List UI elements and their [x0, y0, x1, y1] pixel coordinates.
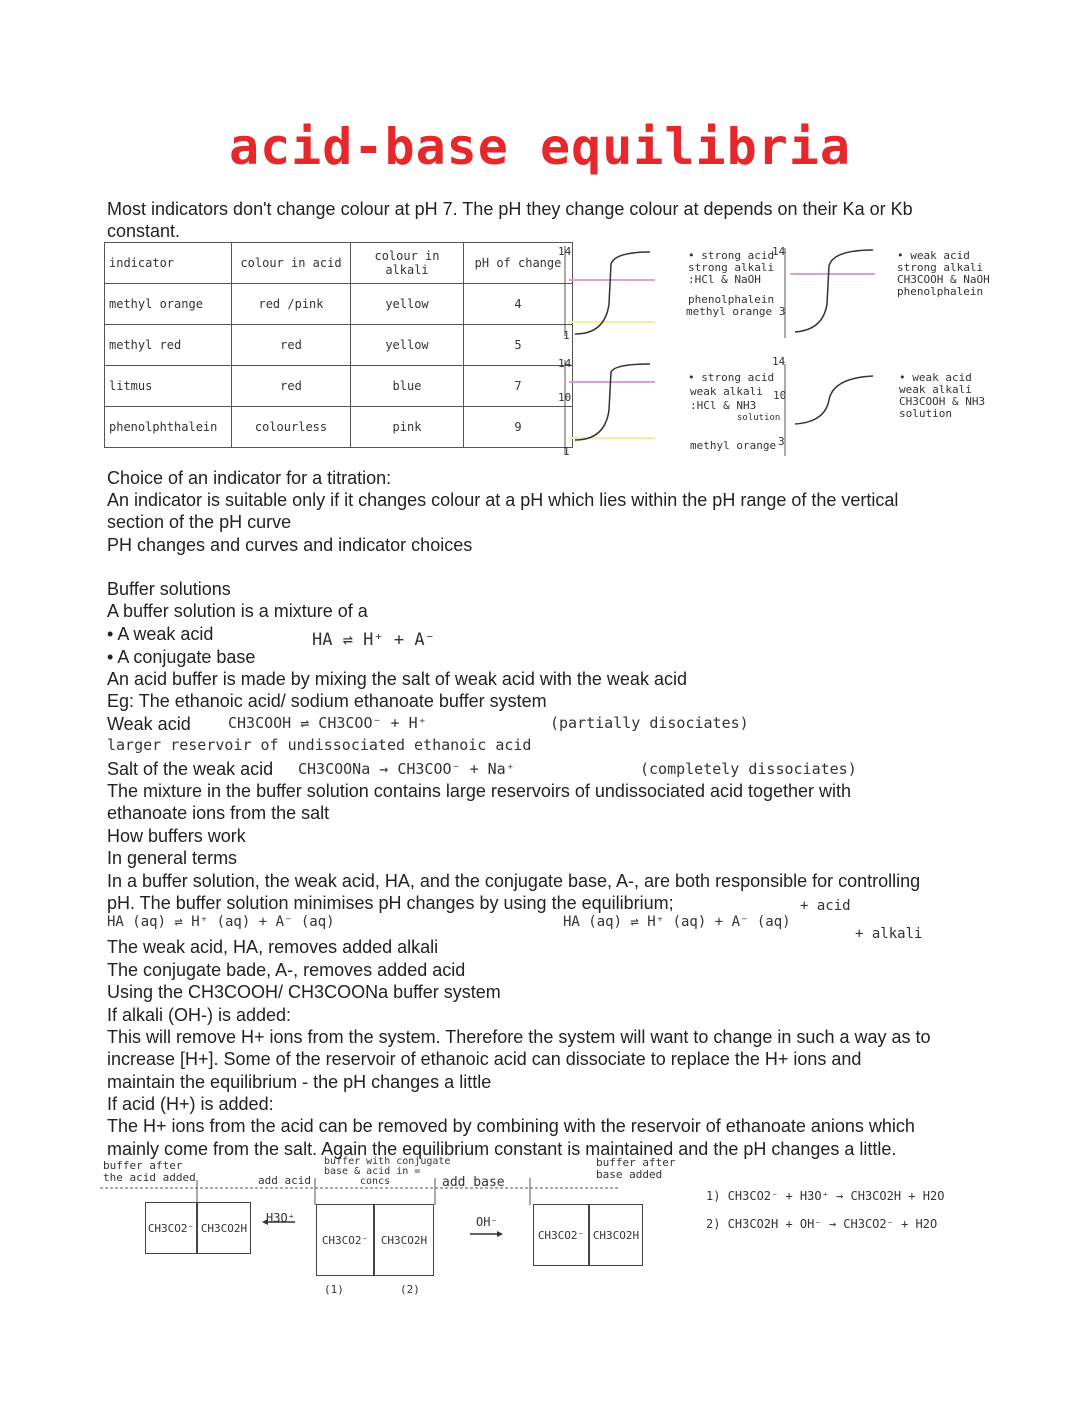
buffer-line: The H+ ions from the acid can be removed by combining with the reservoir of ethanoate anions which [107, 1116, 915, 1136]
equilibrium-equation: HA ⇌ H⁺ + A⁻ [312, 630, 435, 650]
acid-box: CH3CO2H [374, 1204, 434, 1276]
buffer-line: How buffers work [107, 826, 246, 846]
diagram-label: buffer after [596, 1156, 676, 1169]
salt-equation: CH3COONa → CH3COO⁻ + Na⁺ [298, 760, 515, 778]
table-header-cell: pH of change [464, 243, 573, 284]
diagram-label: buffer with conjugate [324, 1156, 451, 1167]
curve4-note: solution [899, 407, 952, 420]
table-header-cell: indicator [105, 243, 232, 284]
curve4-note: • weak acid [899, 371, 972, 384]
hydroxide-label: OH⁻ [476, 1215, 498, 1229]
buffer-heading: Buffer solutions [107, 579, 231, 599]
table-cell: yellow [351, 284, 464, 325]
curve3-mid-label: 10 [558, 391, 572, 404]
diagram-mark: (2) [400, 1283, 420, 1296]
ion-box: CH3CO2⁻ [316, 1204, 374, 1276]
buffer-line: The weak acid, HA, removes added alkali [107, 937, 439, 957]
curve1-top-label: 14 [558, 245, 572, 258]
ion-box: CH3CO2⁻ [533, 1204, 589, 1266]
indicator-table [104, 242, 573, 448]
diagram-label: the acid added [103, 1171, 196, 1184]
table-header-cell: colour in acid [232, 243, 351, 284]
curve2-note: • weak acid [897, 249, 970, 262]
table-cell: litmus [105, 366, 232, 407]
buffer-line: This will remove H+ ions from the system. Therefore the system will want to change in such a way as to [107, 1027, 931, 1047]
table-cell: 9 [464, 407, 573, 448]
curve1-note: • strong acid [688, 249, 775, 262]
table-cell: red [232, 366, 351, 407]
curve3-bottom-label: 1 [563, 445, 570, 458]
buffer-bullet: • A conjugate base [107, 647, 256, 667]
buffer-line: If acid (H+) is added: [107, 1094, 274, 1114]
curve3-note: weak alkali [690, 385, 763, 398]
weak-acid-equation: CH3COOH ⇌ CH3COO⁻ + H⁺ [228, 714, 427, 732]
buffer-line: The conjugate bade, A-, removes added acid [107, 960, 466, 980]
intro-line-1: Most indicators don't change colour at pH 7. The pH they change colour at depends on their Ka or Kb [107, 199, 913, 219]
table-cell: methyl orange [105, 284, 232, 325]
table-row [105, 284, 573, 325]
plus-alkali-note: + alkali [855, 926, 923, 942]
curve3-note: solution [737, 413, 781, 423]
buffer-line: increase [H+]. Some of the reservoir of ethanoic acid can dissociate to replace the H+ ions and [107, 1049, 862, 1069]
reaction-2: 2) CH3CO2H + OH⁻ → CH3CO2⁻ + H2O [706, 1217, 938, 1231]
choice-line: An indicator is suitable only if it changes colour at a pH which lies within the pH range of the vertical [107, 490, 899, 510]
intro-line-2: constant. [107, 221, 181, 241]
acid-box: CH3CO2H [197, 1202, 251, 1254]
salt-note: (completely dissociates) [640, 760, 857, 778]
curve3-mark: 14 [772, 355, 786, 368]
hydronium-label: H3O⁺ [266, 1211, 295, 1225]
curve2-top-label: 14 [772, 245, 786, 258]
table-cell: red [232, 325, 351, 366]
diagram-label: base & acid in = [324, 1166, 421, 1177]
table-row [105, 407, 573, 448]
buffer-line: The mixture in the buffer solution contains large reservoirs of undissociated acid together with [107, 781, 852, 801]
table-cell: 7 [464, 366, 573, 407]
diagram-label: add acid [258, 1174, 311, 1187]
buffer-line: mainly come from the salt. Again the equilibrium constant is maintained and the pH changes a little. [107, 1139, 897, 1159]
choice-line: PH changes and curves and indicator choices [107, 535, 473, 555]
curve3-note: • strong acid [688, 371, 775, 384]
table-cell: methyl red [105, 325, 232, 366]
curve2-note: phenolphalein [897, 285, 984, 298]
curve2-note: CH3COOH & NaOH [897, 273, 990, 286]
table-header-cell: colour in alkali [351, 243, 464, 284]
table-cell: red /pink [232, 284, 351, 325]
table-cell: yellow [351, 325, 464, 366]
curve3-mark: 3 [778, 435, 785, 448]
curve1-note: phenolphalein [688, 293, 775, 306]
curve3-top-label: 14 [558, 357, 572, 370]
table-cell: colourless [232, 407, 351, 448]
bullet-text: A conjugate base [117, 647, 256, 667]
buffer-line: maintain the equilibrium - the pH changes a little [107, 1072, 492, 1092]
table-cell: 4 [464, 284, 573, 325]
table-header-row [105, 243, 573, 284]
curve1-note: :HCl & NaOH [688, 273, 761, 286]
curve4-note: weak alkali [899, 383, 972, 396]
choice-line: section of the pH curve [107, 512, 292, 532]
diagram-label: base added [596, 1168, 663, 1181]
table-cell: phenolphthalein [105, 407, 232, 448]
curve1-bottom-label: 1 [563, 329, 570, 342]
ion-box: CH3CO2⁻ [145, 1202, 197, 1254]
table-cell: pink [351, 407, 464, 448]
buffer-line: ethanoate ions from the salt [107, 803, 330, 823]
salt-label: Salt of the weak acid [107, 759, 274, 779]
acid-box: CH3CO2H [589, 1204, 643, 1266]
equilibrium-right: HA (aq) ⇌ H⁺ (aq) + A⁻ (aq) [563, 914, 791, 930]
table-cell: 5 [464, 325, 573, 366]
equilibrium-left: HA (aq) ⇌ H⁺ (aq) + A⁻ (aq) [107, 914, 335, 930]
buffer-line: In general terms [107, 848, 238, 868]
plus-acid-note: + acid [800, 898, 851, 914]
buffer-line: A buffer solution is a mixture of a [107, 601, 368, 621]
bullet-text: A weak acid [117, 624, 214, 644]
diagram-mark: (1) [324, 1283, 344, 1296]
weak-acid-label: Weak acid [107, 714, 191, 734]
table-cell: blue [351, 366, 464, 407]
buffer-line: An acid buffer is made by mixing the salt of weak acid with the weak acid [107, 669, 687, 689]
curve1-note: methyl orange 3 [686, 305, 786, 318]
table-row [105, 366, 573, 407]
curve3-mark: 10 [773, 389, 787, 402]
curve3-note: :HCl & NH3 [690, 399, 757, 412]
buffer-line: In a buffer solution, the weak acid, HA, and the conjugate base, A-, are both responsible for controlling [107, 871, 921, 891]
diagram-label: buffer after [103, 1159, 183, 1172]
buffer-line: pH. The buffer solution minimises pH changes by using the equilibrium; [107, 893, 674, 913]
curve2-note: strong alkali [897, 261, 984, 274]
buffer-line: Eg: The ethanoic acid/ sodium ethanoate buffer system [107, 691, 547, 711]
diagram-label: add base [442, 1175, 505, 1190]
page-title: acid-base equilibria [228, 118, 852, 176]
reaction-1: 1) CH3CO2⁻ + H3O⁺ → CH3CO2H + H2O [706, 1189, 945, 1203]
table-row [105, 325, 573, 366]
weak-acid-note: (partially disociates) [550, 714, 749, 732]
buffer-bullet: • A weak acid [107, 624, 214, 644]
buffer-line: Using the CH3COOH/ CH3COONa buffer system [107, 982, 501, 1002]
buffer-line: If alkali (OH-) is added: [107, 1005, 292, 1025]
curve3-note: methyl orange [690, 439, 777, 452]
choice-line: Choice of an indicator for a titration: [107, 468, 392, 488]
curve4-note: CH3COOH & NH3 [899, 395, 986, 408]
reservoir-note: larger reservoir of undissociated ethanoic acid [107, 736, 532, 754]
diagram-label: concs [360, 1176, 391, 1187]
curve1-note: strong alkali [688, 261, 775, 274]
